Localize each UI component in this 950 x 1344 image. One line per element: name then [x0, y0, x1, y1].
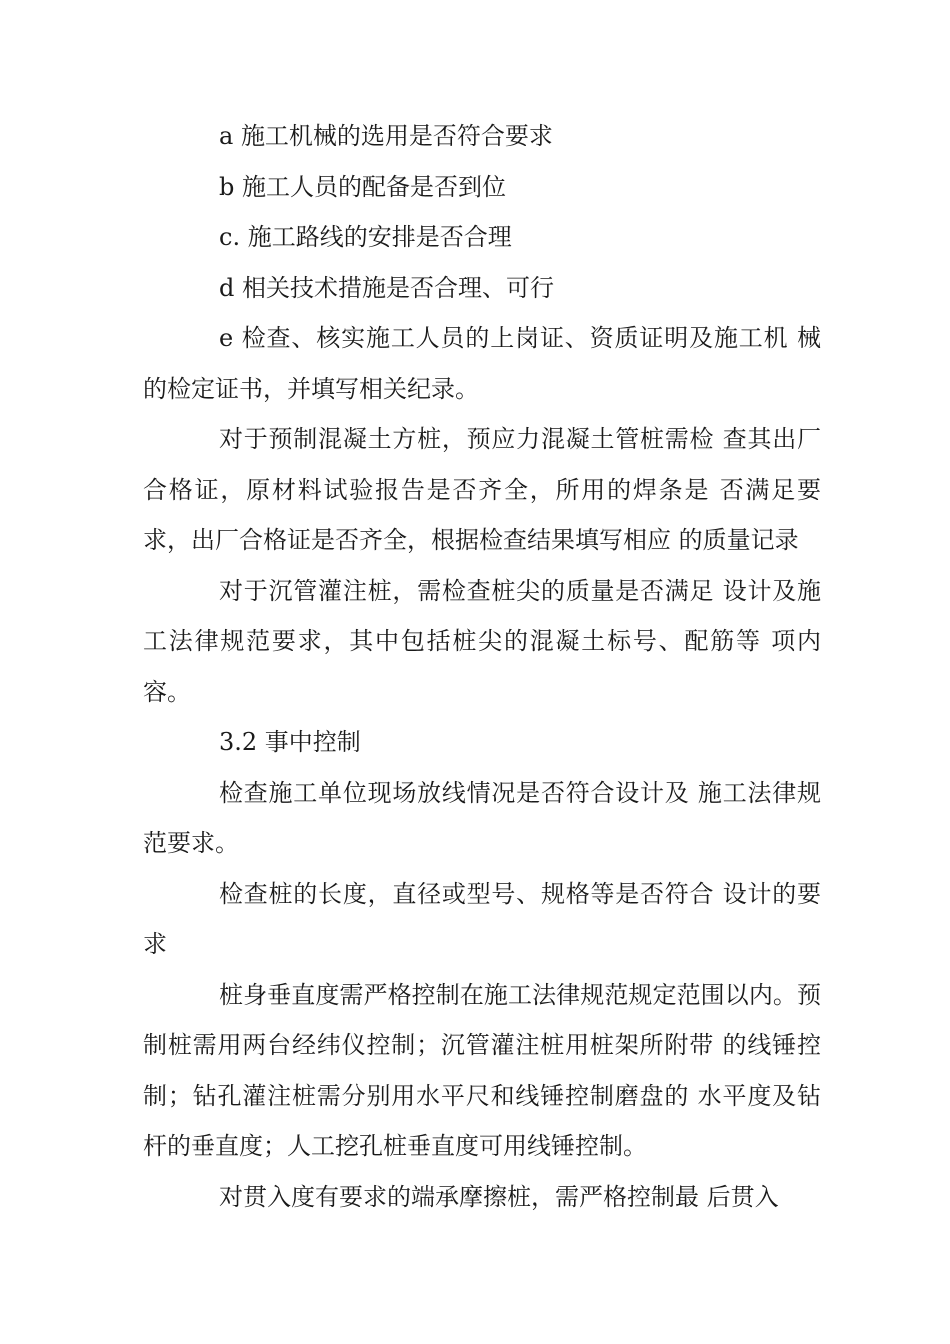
paragraph-precast-pile: 对于预制混凝土方桩，预应力混凝土管桩需检 查其出厂合格证，原材料试验报告是否齐全，所用的焊条是 否满足要求，出厂合格证是否齐全，根据检查结果填写相应 的质量记录 [143, 425, 821, 554]
section-heading: 3.2 事中控制 [219, 728, 361, 756]
paragraph-pile-spec-check: 检查桩的长度，直径或型号、规格等是否符合 设计的要求 [143, 879, 821, 958]
paragraph-item-b: b 施工人员的配备是否到位 [219, 172, 506, 201]
paragraph-item-c: c. 施工路线的安排是否合理 [219, 223, 512, 251]
paragraph-cast-in-place-pile: 对于沉管灌注桩，需检查桩尖的质量是否满足 设计及施工法律规范要求，其中包括桩尖的混凝土标号、配筋等 项内容。 [143, 576, 821, 706]
paragraph-item-d: d 相关技术措施是否合理、可行 [219, 273, 554, 302]
paragraph-verticality: 桩身垂直度需严格控制在施工法律规范规定范围以内。预制桩需用两台经纬仪控制；沉管灌注桩用桩架所附带 的线锤控制；钻孔灌注桩需分别用水平尺和线锤控制磨盘的 水平度及钻杆的垂直度；人工挖孔桩垂直度可用线锤控制。 [143, 980, 821, 1160]
paragraph-item-a: a 施工机械的选用是否符合要求 [219, 122, 553, 150]
paragraph-penetration: 对贯入度有要求的端承摩擦桩，需严格控制最 后贯入 [219, 1182, 779, 1211]
paragraph-item-e: e 检查、核实施工人员的上岗证、资质证明及施工机 械的检定证书，并填写相关纪录。 [143, 324, 821, 403]
paragraph-layout-check: 检查施工单位现场放线情况是否符合设计及 施工法律规范要求。 [143, 778, 821, 857]
document-body [143, 111, 821, 1222]
